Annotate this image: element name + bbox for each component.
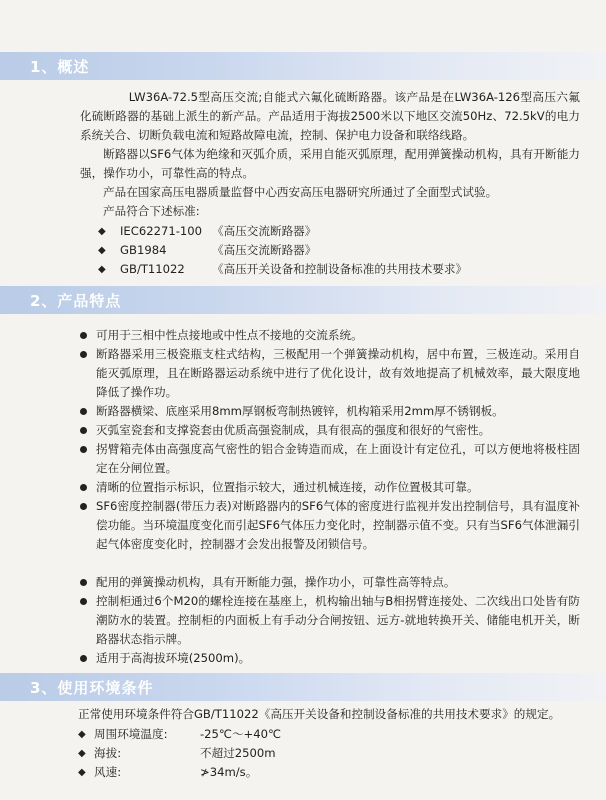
bullet-icon — [80, 408, 87, 415]
feature-item — [80, 649, 580, 668]
condition-value: ≯34m/s。 — [200, 765, 258, 779]
feature-text: 适用于高海拔环境(2500m)。 — [96, 651, 251, 665]
bullet-icon — [80, 484, 87, 491]
feature-text: 断路器横梁、底座采用8mm厚钢板弯制热镀锌，机构箱采用2mm厚不锈钢板。 — [96, 404, 504, 418]
feature-text: SF6密度控制器(带压力表)对断路器内的SF6气体的密度进行监视并发出控制信号，具有温度补偿功能。当环境温度变化而引起SF6气体压力变化时，控制器示值不变。只有当SF6气体泄漏引起气体密度变化时，控制器才会发出报警及闭锁信号。 — [96, 499, 580, 551]
feature-text: 断路器采用三极瓷瓶支柱式结构，三极配用一个弹簧操动机构，居中布置，三极连动。采用自能灭弧原理，且在断路器运动系统中进行了优化设计，故有效地提高了机械效率，最大限度地降低了操作功。 — [96, 347, 580, 399]
section-1-header — [0, 52, 606, 80]
standard-name: 《高压交流断路器》 — [212, 243, 317, 257]
feature-text: 配用的弹簧操动机构，具有开断能力强，操作功小，可靠性高等特点。 — [96, 575, 456, 589]
overview-paragraph-4: 产品符合下述标准: — [103, 204, 200, 218]
feature-text: 拐臂箱壳体由高强度高气密性的铝合金铸造而成，在上面设计有定位孔，可以方便地将极柱固定在分闸位置。 — [96, 442, 580, 475]
standard-code: IEC62271-100 — [120, 224, 203, 238]
feature-item — [80, 421, 580, 440]
feature-item — [80, 345, 580, 402]
condition-value: 不超过2500m — [200, 746, 276, 760]
condition-value: -25℃～+40℃ — [200, 727, 282, 741]
feature-text: 清晰的位置指示标识，位置指示较大，通过机械连接，动作位置极其可靠。 — [96, 480, 479, 494]
bullet-icon — [80, 446, 87, 453]
overview-paragraph-3: 产品在国家高压电器质量监督中心西安高压电器研究所通过了全面型式试验。 — [103, 185, 498, 199]
bullet-icon — [80, 503, 87, 510]
feature-item — [80, 326, 580, 345]
feature-item — [80, 497, 580, 554]
section-3-title: 3、使用环境条件 — [30, 679, 154, 697]
feature-item — [80, 573, 580, 592]
section-2-header — [0, 286, 606, 314]
diamond-icon: ◆ — [98, 245, 106, 256]
condition-label: 海拔: — [94, 746, 122, 760]
section-2-title: 2、产品特点 — [30, 292, 122, 310]
bullet-icon — [80, 332, 87, 339]
bullet-icon — [80, 351, 87, 358]
feature-text: 可用于三相中性点接地或中性点不接地的交流系统。 — [96, 328, 363, 342]
feature-item — [80, 440, 580, 478]
diamond-icon: ◆ — [78, 767, 86, 778]
standard-code: GB1984 — [120, 243, 167, 257]
bullet-icon — [80, 598, 87, 605]
diamond-icon: ◆ — [98, 226, 106, 237]
bullet-icon — [80, 579, 87, 586]
environment-intro: 正常使用环境条件符合GB/T11022《高压开关设备和控制设备标准的共用技术要求》的规定。 — [78, 707, 561, 721]
feature-item — [80, 478, 580, 497]
feature-text: 控制柜通过6个M20的螺栓连接在基座上，机构输出轴与B相拐臂连接处、二次线出口处皆有防潮防水的装置。控制柜的内面板上有手动分合闸按钮、远方-就地转换开关、储能电机开关，断路器状态指示牌。 — [96, 594, 580, 646]
diamond-icon: ◆ — [78, 729, 86, 740]
diamond-icon: ◆ — [98, 264, 106, 275]
bullet-icon — [80, 427, 87, 434]
section-3-header — [0, 673, 606, 701]
bullet-icon — [80, 655, 87, 662]
overview-paragraph-2: 断路器以SF6气体为绝缘和灭弧介质，采用自能灭弧原理，配用弹簧操动机构，具有开断能力强，操作功小，可靠性高的特点。 — [80, 147, 580, 180]
standard-code: GB/T11022 — [120, 262, 185, 276]
feature-item — [80, 402, 580, 421]
condition-label: 风速: — [94, 765, 122, 779]
condition-label: 周围环境温度: — [94, 727, 168, 741]
standard-name: 《高压开关设备和控制设备标准的共用技术要求》 — [212, 262, 468, 276]
section-1-title: 1、概述 — [30, 58, 90, 76]
diamond-icon: ◆ — [78, 748, 86, 759]
overview-paragraph-1: LW36A-72.5型高压交流;自能式六氟化硫断路器。该产品是在LW36A-126型高压六氟化硫断路器的基础上派生的新产品。产品适用于海拔2500米以下地区交流50Hz、72.5kV的电力系统关合、切断负载电流和短路故障电流，控制、保护电力设备和联络线路。 — [80, 90, 580, 142]
feature-text: 灭弧室瓷套和支撑瓷套由优质高强瓷制成，具有很高的强度和很好的气密性。 — [96, 423, 491, 437]
standard-name: 《高压交流断路器》 — [212, 224, 317, 238]
feature-item — [80, 592, 580, 649]
